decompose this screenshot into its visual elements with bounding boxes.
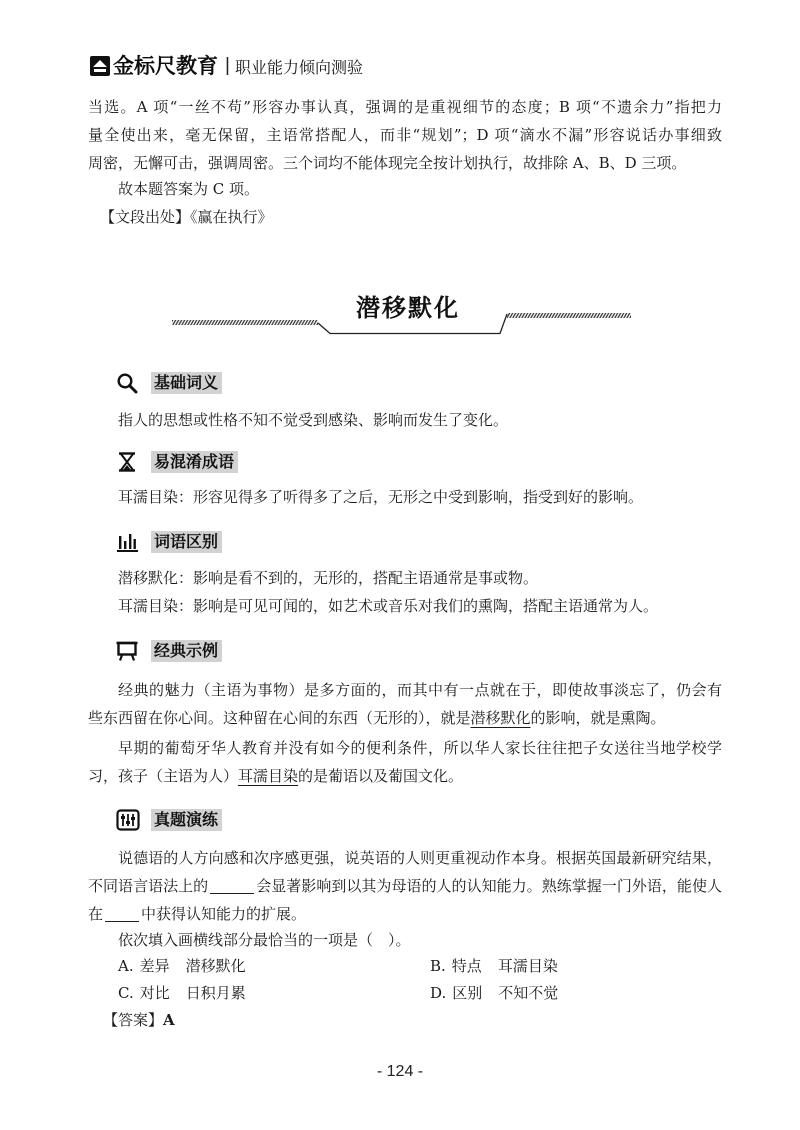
analysis-line: 量全使出来，毫无保留，主语常搭配人，而非“规划”；D 项“滴水不漏”形容说话办事细致 — [88, 126, 722, 144]
stem-text: 会显著影响到以其为母语的人的认知能力。熟练掌握一门外语，能使人 — [256, 877, 722, 895]
example-line — [88, 762, 722, 790]
question-instruction: 依次填入画横线部分最恰当的一项是（ ）。 — [118, 931, 411, 949]
example-text: 的影响，就是熏陶。 — [530, 709, 666, 727]
analysis-paragraph — [88, 93, 722, 177]
section-header-practice — [116, 808, 222, 832]
bar-chart-icon — [116, 531, 140, 553]
example-paragraph — [88, 734, 722, 790]
option-label: B. — [430, 957, 446, 975]
option-label: C. — [118, 984, 134, 1002]
section-header-meaning — [116, 371, 222, 395]
section-title: 真题演练 — [151, 809, 222, 831]
section-body-difference — [88, 564, 722, 620]
option-first-word: 差异 — [139, 957, 170, 975]
source-title: 《赢在执行》 — [190, 208, 273, 226]
section-header-examples — [116, 639, 222, 663]
magnifier-icon — [116, 372, 140, 394]
ornament-underline — [318, 314, 507, 334]
section-title: 基础词义 — [151, 372, 222, 394]
option-b — [430, 952, 558, 980]
section-body-confusable — [88, 483, 722, 511]
option-second-word: 耳濡目染 — [497, 957, 558, 975]
option-d — [430, 979, 558, 1007]
example-paragraph — [88, 676, 722, 732]
answer-line — [103, 1006, 175, 1034]
option-label: D. — [430, 984, 447, 1002]
example-text: 习，孩子（主语为人） — [88, 767, 239, 785]
option-first-word: 特点 — [451, 957, 482, 975]
answer-label: 【答案】 — [103, 1011, 164, 1029]
option-second-word: 不知不觉 — [498, 984, 559, 1002]
example-line — [88, 704, 722, 732]
source-label: 【文段出处】 — [100, 208, 191, 226]
example-text: 些东西留在你心间。这种留在心间的东西（无形的），就是 — [88, 709, 471, 727]
ornament-right-band — [507, 313, 631, 318]
option-label: A. — [118, 957, 134, 975]
presentation-board-icon — [116, 640, 140, 662]
fill-blank-2 — [105, 905, 139, 922]
stem-text: 中获得认知能力的扩展。 — [141, 905, 307, 923]
section-title: 经典示例 — [151, 640, 222, 662]
option-second-word: 日积月累 — [185, 984, 246, 1002]
example-line: 经典的魅力（主语为事物）是多方面的，而其中有一点就在于，即使故事淡忘了，仍会有 — [118, 681, 722, 699]
option-c — [118, 979, 246, 1007]
example-text: 的是葡语以及葡国文化。 — [298, 767, 464, 785]
analysis-line: 当选。A 项“一丝不苟”形容办事认真，强调的是重视细节的态度；B 项“不遗余力”指把力 — [88, 98, 722, 116]
answer-value: A — [163, 1011, 175, 1029]
meaning-text: 指人的思想或性格不知不觉受到感染、影响而发生了变化。 — [118, 411, 509, 429]
book-subject: 职业能力倾向测验 — [234, 57, 363, 77]
difference-line: 耳濡目染：影响是可见可闻的，如艺术或音乐对我们的熏陶，搭配主语通常为人。 — [118, 597, 659, 615]
page-header — [89, 52, 363, 80]
option-second-word: 潜移默化 — [185, 957, 246, 975]
text-source — [100, 203, 273, 231]
stem-line — [88, 900, 722, 928]
confusable-text: 耳濡目染：形容见得多了听得多了之后，无形之中受到影响，指受到好的影响。 — [118, 488, 644, 506]
underlined-term: 耳濡目染 — [238, 767, 299, 785]
answer-conclusion: 故本题答案为 C 项。 — [118, 180, 260, 198]
option-first-word: 对比 — [139, 984, 170, 1002]
analysis-line: 周密，无懈可击，强调周密。三个词均不能体现完全按计划执行，故排除 A、B、D 三项。 — [88, 154, 687, 172]
section-body-meaning — [88, 406, 722, 434]
stem-line — [88, 872, 722, 900]
brand-name: 金标尺教育 — [113, 54, 218, 78]
question-stem — [88, 844, 722, 928]
underlined-term: 潜移默化 — [470, 709, 531, 727]
section-title: 词语区别 — [151, 531, 222, 553]
fill-blank-1 — [210, 877, 254, 894]
difference-line: 潜移默化：影响是看不到的，无形的，搭配主语通常是事或物。 — [118, 569, 539, 587]
stem-line: 说德语的人方向感和次序感更强，说英语的人则更重视动作本身。根据英国最新研究结果， — [118, 849, 722, 867]
option-a — [118, 952, 246, 980]
conclusion-block — [88, 175, 722, 203]
section-title: 易混淆成语 — [151, 451, 238, 473]
section-header-confusable — [116, 450, 238, 474]
sliders-icon — [116, 809, 140, 831]
stem-text: 在 — [88, 905, 104, 923]
option-first-word: 区别 — [452, 984, 483, 1002]
title-ornament — [168, 306, 638, 340]
logo-icon — [89, 55, 111, 77]
ornament-left-band — [172, 320, 318, 325]
hourglass-icon — [116, 451, 140, 473]
stem-text: 不同语言语法上的 — [88, 877, 209, 895]
header-divider: | — [225, 55, 230, 76]
question-instruction-block — [88, 926, 722, 954]
page-number: - 124 - — [376, 1063, 424, 1080]
section-header-difference — [116, 530, 222, 554]
idiom-title: 潜移默化 — [356, 294, 460, 322]
example-line: 早期的葡萄牙华人教育并没有如今的便利条件，所以华人家长往往把子女送往当地学校学 — [118, 739, 722, 757]
